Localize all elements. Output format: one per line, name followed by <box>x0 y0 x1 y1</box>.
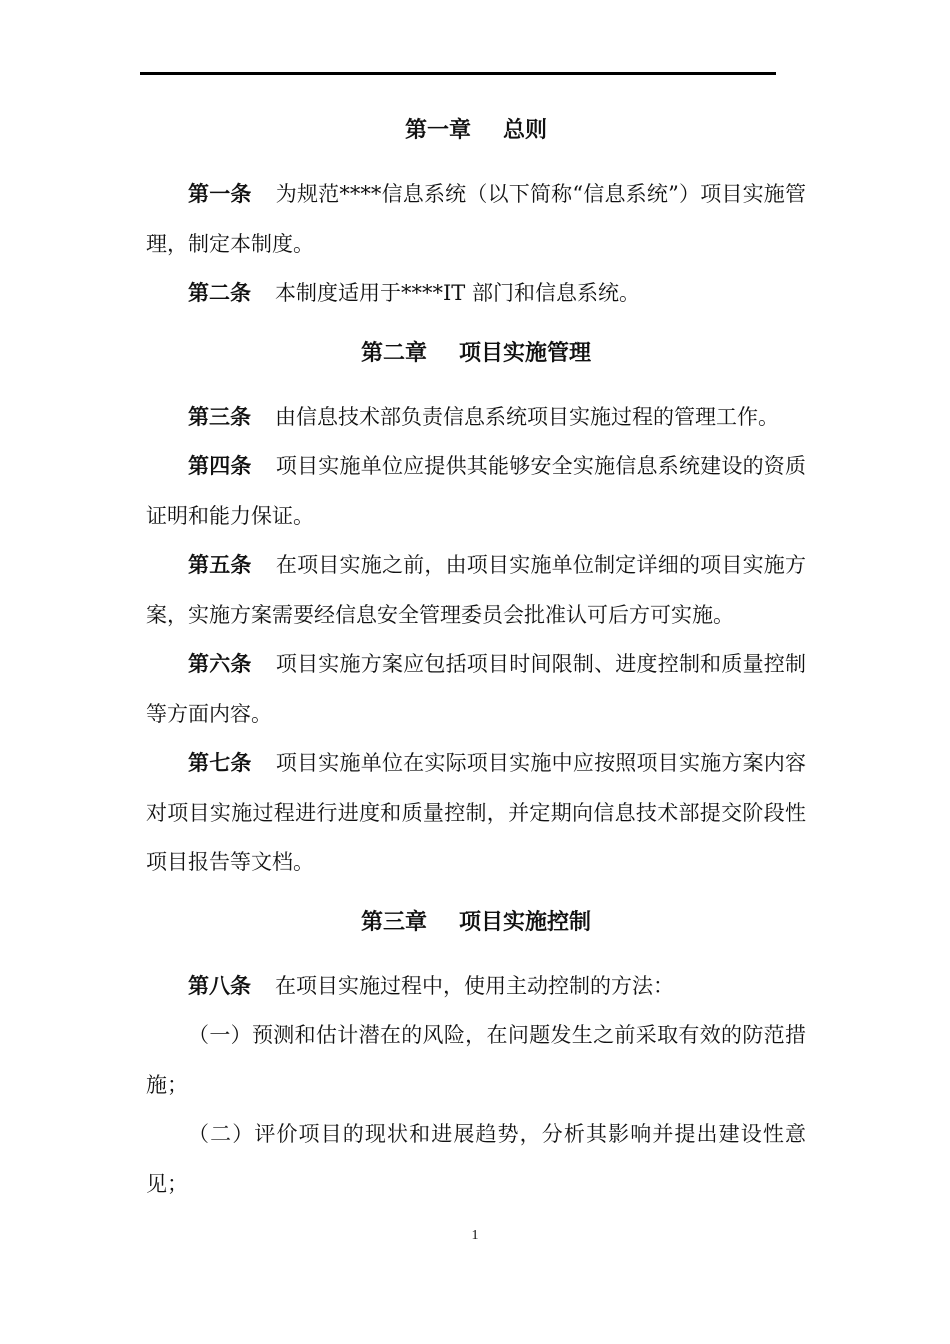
chapter-title: 项目实施控制 <box>459 909 592 935</box>
article-label: 第四条 <box>188 454 252 478</box>
article <box>146 442 806 541</box>
article <box>146 393 806 443</box>
chapter-heading <box>146 329 806 393</box>
article-text: 项目实施单位应提供其能够安全实施信息系统建设的资质证明和能力保证。 <box>146 454 807 528</box>
chapter-title: 总则 <box>503 118 548 143</box>
article <box>146 739 806 888</box>
page-number: 1 <box>471 1228 479 1243</box>
article-label: 第八条 <box>188 973 251 998</box>
article-text: 在项目实施过程中，使用主动控制的方法： <box>275 973 674 998</box>
chapter-heading <box>146 898 806 962</box>
article <box>146 269 806 319</box>
article <box>146 962 806 1012</box>
chapter-number: 第三章 <box>360 909 427 935</box>
header-rule <box>140 72 776 75</box>
article <box>146 541 806 640</box>
chapter-heading <box>146 106 806 170</box>
article-text: 项目实施方案应包括项目时间限制、进度控制和质量控制等方面内容。 <box>146 652 807 726</box>
chapter-number: 第二章 <box>360 340 427 366</box>
article-label: 第六条 <box>188 652 252 676</box>
document-body <box>146 106 806 1209</box>
article-text: 在项目实施之前，由项目实施单位制定详细的项目实施方案，实施方案需要经信息安全管理委员会批准认可后方可实施。 <box>146 553 807 627</box>
article-text: 为规范****信息系统（以下简称“信息系统”）项目实施管理，制定本制度。 <box>146 182 806 256</box>
chapter-title: 项目实施管理 <box>459 340 592 366</box>
article-text: 本制度适用于****IT 部门和信息系统。 <box>275 281 640 305</box>
list-item: （二）评价项目的现状和进展趋势，分析其影响并提出建设性意见； <box>146 1122 806 1196</box>
list-item: （一）预测和估计潜在的风险，在问题发生之前采取有效的防范措施； <box>146 1023 806 1097</box>
article-text: 由信息技术部负责信息系统项目实施过程的管理工作。 <box>275 404 779 429</box>
chapter-number: 第一章 <box>404 118 471 143</box>
article-label: 第七条 <box>188 751 252 775</box>
article-label: 第一条 <box>188 182 252 206</box>
article <box>146 170 806 269</box>
article-label: 第二条 <box>188 281 251 305</box>
article-label: 第五条 <box>188 553 252 577</box>
article-text: 项目实施单位在实际项目实施中应按照项目实施方案内容对项目实施过程进行进度和质量控制，并定期向信息技术部提交阶段性项目报告等文档。 <box>146 751 807 874</box>
article <box>146 640 806 739</box>
article-label: 第三条 <box>188 404 251 429</box>
